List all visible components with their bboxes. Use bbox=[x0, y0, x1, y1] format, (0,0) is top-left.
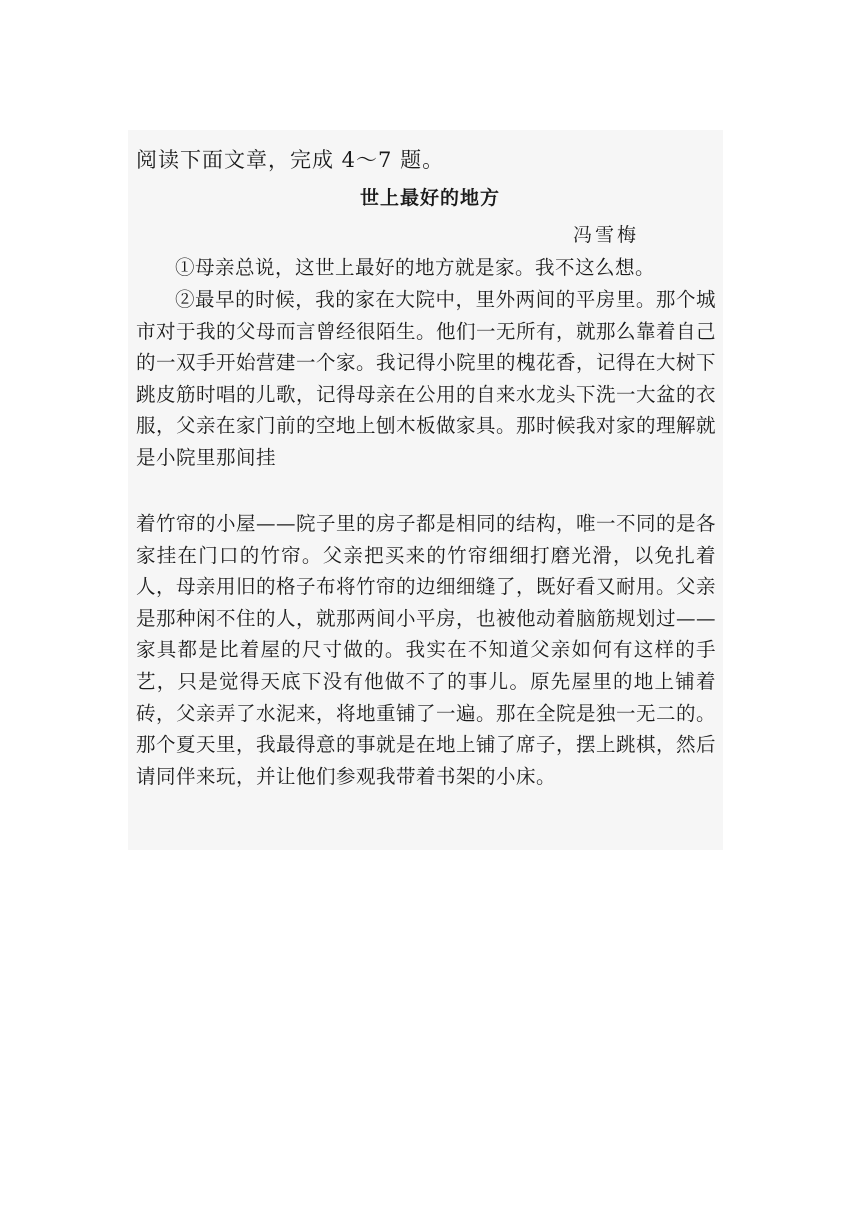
paragraph-1: ①母亲总说，这世上最好的地方就是家。我不这么想。 bbox=[175, 256, 656, 279]
article-title: 世上最好的地方 bbox=[359, 187, 500, 209]
paragraph-2-part-1: ②最早的时候，我的家在大院中，里外两间的平房里。那个城市对于我的父母而言曾经很陌生。他们一无所有，就那么靠着自己的一双手开始营建一个家。我记得小院里的槐花香，记得在大树下跳皮筋时唱的儿歌，记得母亲在公用的自来水龙头下洗一大盆的衣服，父亲在家门前的空地上刨木板做家具。那时候我对家的理解就是小院里那间挂 bbox=[136, 288, 717, 469]
reading-instruction: 阅读下面文章，完成 4～7 题。 bbox=[136, 148, 445, 172]
paragraph-2-part-2: 着竹帘的小屋——院子里的房子都是相同的结构，唯一不同的是各家挂在门口的竹帘。父亲把买来的竹帘细细打磨光滑，以免扎着人，母亲用旧的格子布将竹帘的边细细缝了，既好看又耐用。父亲是那种闲不住的人，就那两间小平房，也被他动着脑筋规划过——家具都是比着屋的尺寸做的。我实在不知道父亲如何有这样的手艺，只是觉得天底下没有他做不了的事儿。原先屋里的地上铺着砖，父亲弄了水泥来，将地重铺了一遍。那在全院是独一无二的。那个夏天里，我最得意的事就是在地上铺了席子，摆上跳棋，然后请同伴来玩，并让他们参观我带着书架的小床。 bbox=[136, 512, 717, 788]
article-author: 冯雪梅 bbox=[573, 224, 640, 246]
